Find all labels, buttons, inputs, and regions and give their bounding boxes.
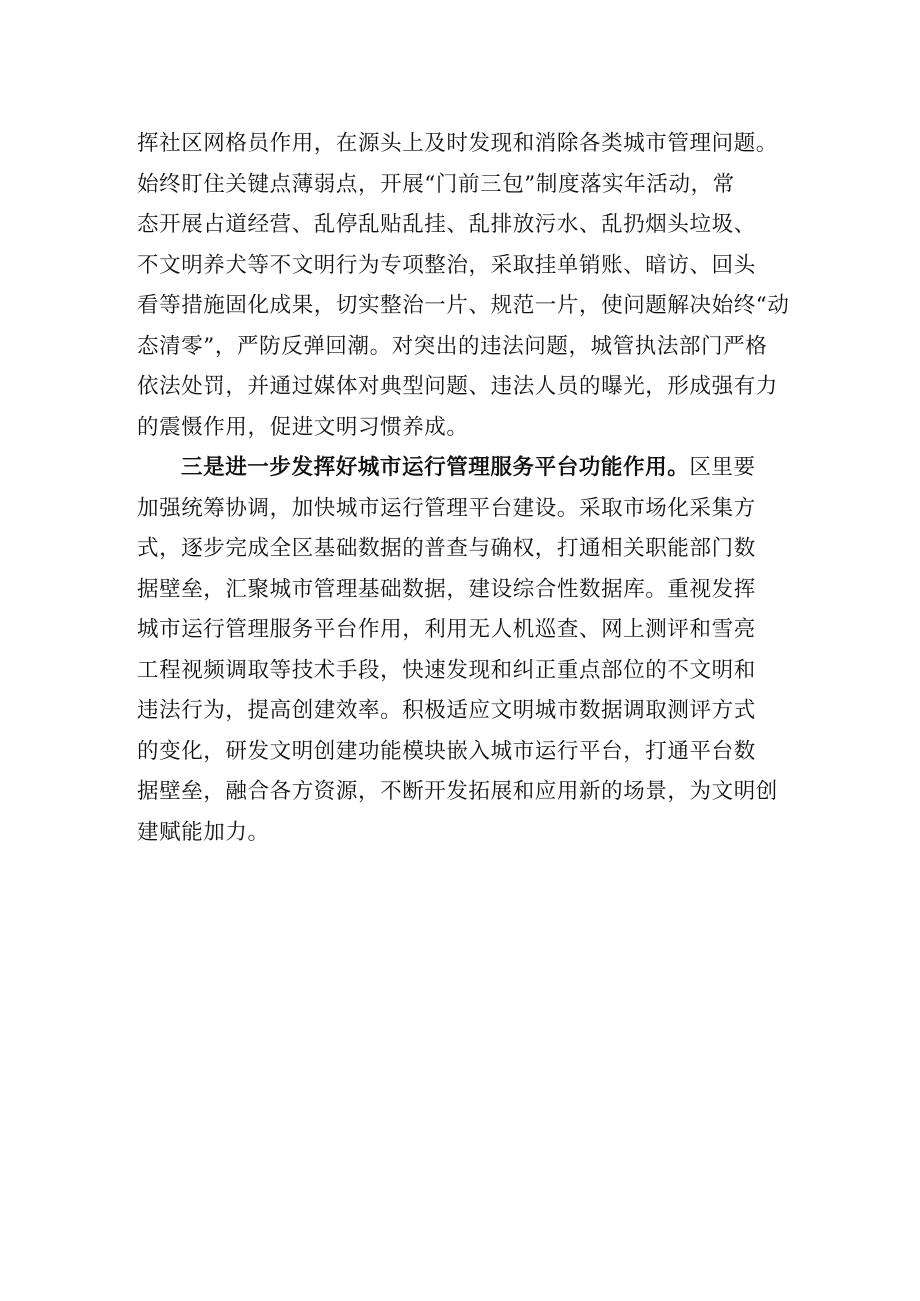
paragraph-line: 不文明养犬等不文明行为专项整治，采取挂单销账、暗访、回头 (137, 252, 756, 278)
paragraph-first-line (137, 448, 797, 489)
paragraph-line: 依法处罚，并通过媒体对典型问题、违法人员的曝光，形成强有力 (137, 374, 778, 399)
paragraph-line: 态开展占道经营、乱停乱贴乱挂、乱排放污水、乱扔烟头垃圾、 (137, 212, 756, 237)
paragraph-line: 态清零”，严防反弹回潮。对突出的违法问题，城管执法部门严格 (137, 333, 768, 359)
paragraph-line: 看等措施固化成果，切实整治一片、规范一片，使问题解决始终“动 (137, 293, 790, 318)
document-body (137, 124, 797, 853)
paragraph-2 (137, 448, 797, 853)
paragraph-line: 式，逐步完成全区基础数据的普查与确权，打通相关职能部门数 (137, 536, 756, 561)
paragraph-line: 加强统筹协调，加快城市运行管理平台建设。采取市场化采集方 (137, 495, 756, 521)
paragraph-line: 建赋能加力。 (137, 819, 270, 845)
paragraph-line: 的变化，研发文明创建功能模块嵌入城市运行平台，打通平台数 (137, 738, 756, 764)
section-heading: 三是进一步发挥好城市运行管理服务平台功能作用。 (181, 455, 690, 480)
paragraph-line: 城市运行管理服务平台作用，利用无人机巡查、网上测评和雪亮 (137, 617, 756, 642)
paragraph-line: 据壁垒，融合各方资源，不断开发拓展和应用新的场景，为文明创 (137, 779, 778, 804)
paragraph-line: 挥社区网格员作用，在源头上及时发现和消除各类城市管理问题。 (137, 131, 778, 156)
paragraph-line: 始终盯住关键点薄弱点，开展“门前三包”制度落实年活动，常 (137, 171, 735, 197)
first-line-text: 区里要 (689, 455, 756, 480)
paragraph-1 (137, 124, 797, 448)
paragraph-line: 工程视频调取等技术手段，快速发现和纠正重点部位的不文明和 (137, 657, 756, 683)
paragraph-line: 的震慑作用，促进文明习惯养成。 (137, 414, 469, 440)
paragraph-line: 据壁垒，汇聚城市管理基础数据，建设综合性数据库。重视发挥 (137, 576, 756, 602)
paragraph-line: 违法行为，提高创建效率。积极适应文明城市数据调取测评方式 (137, 698, 756, 723)
